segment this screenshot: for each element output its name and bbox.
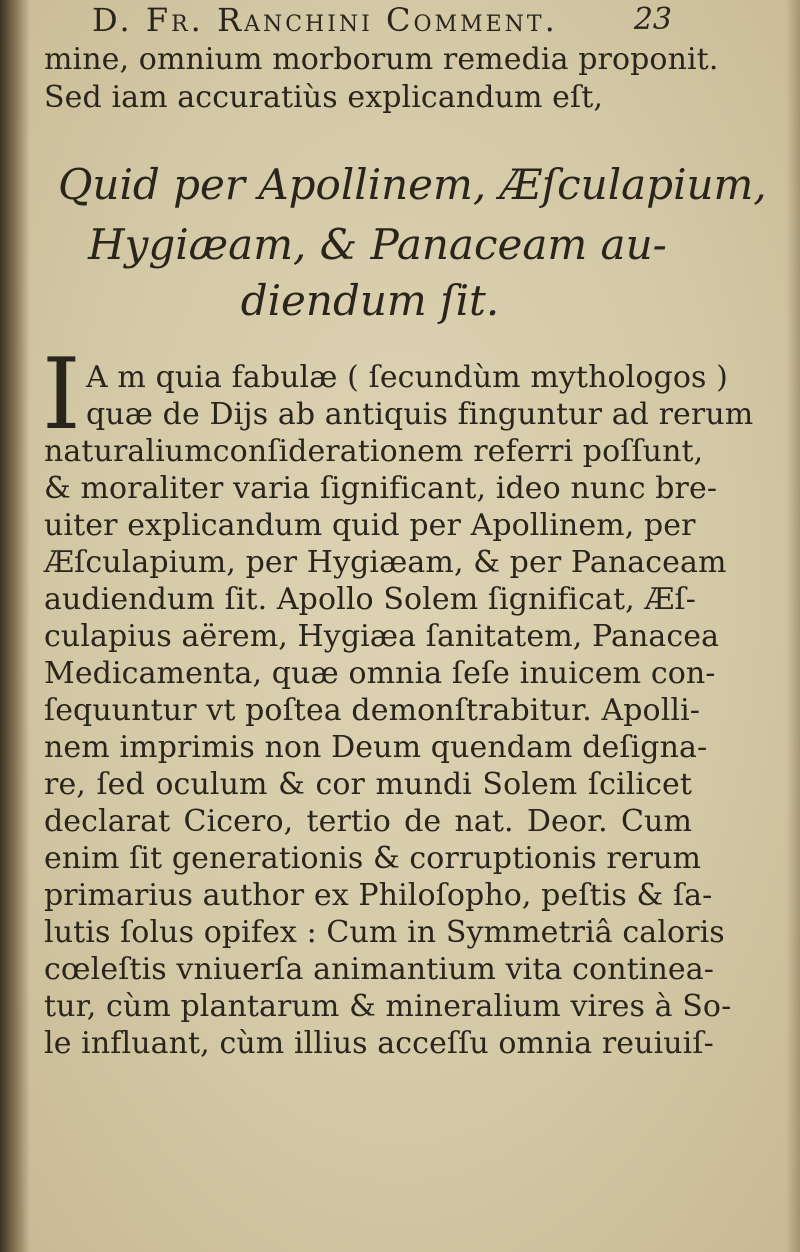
intro-line-2: Sed iam accuratiùs explicandum eſt, xyxy=(44,80,603,115)
running-head: D. Fr. Ranchini Comment. xyxy=(92,1,558,39)
body-line: declarat Cicero, tertio de nat. Deor. Cum xyxy=(44,804,692,839)
section-title-line-3: diendum ſit. xyxy=(240,276,500,325)
spine-shadow xyxy=(0,0,30,1252)
body-line: lutis ſolus opifex : Cum in Symmetriâ caloris xyxy=(44,915,725,950)
page-number: 23 xyxy=(633,2,672,37)
body-line: enim ſit generationis & corruptionis rerum xyxy=(44,841,702,876)
body-line: Æſculapium, per Hygiæam, & per Panaceam xyxy=(44,545,727,580)
page-edge-shadow xyxy=(786,0,800,1252)
intro-line-1: mine, omnium morborum remedia proponit. xyxy=(44,42,719,77)
body-line: A m quia fabulæ ( ſecundùm mythologos ) xyxy=(86,360,728,395)
body-line: le influant, cùm illius acceſſu omnia reuiuiſ- xyxy=(44,1026,714,1061)
body-line: audiendum ſit. Apollo Solem ſignificat, Æſ- xyxy=(44,582,696,617)
body-line: nem imprimis non Deum quendam deſigna- xyxy=(44,730,708,765)
body-line: re, ſed oculum & cor mundi Solem ſcilicet xyxy=(44,767,692,802)
section-title-line-2: Hygiæam, & Panaceam au- xyxy=(88,220,667,269)
body-line: Medicamenta, quæ omnia ſeſe inuicem con- xyxy=(44,656,716,691)
body-line: cœleſtis vniuerſa animantium vita contineа- xyxy=(44,952,714,987)
body-line: ſequuntur vt poſtea demonſtrabitur. Apolli- xyxy=(44,693,701,728)
section-title-line-1: Quid per Apollinem, Æſculapium, xyxy=(58,160,767,209)
body-line: tur, cùm plantarum & mineralium vires à So- xyxy=(44,989,732,1024)
body-line: uiter explicandum quid per Apollinem, per xyxy=(44,508,696,543)
body-line: & moraliter varia ſignificant, ideo nunc bre- xyxy=(44,471,718,506)
drop-cap: I xyxy=(42,338,81,452)
body-line: culapius aërem, Hygiæa ſanitatem, Panacea xyxy=(44,619,720,654)
body-line: primarius author ex Philoſopho, peſtis & ſa- xyxy=(44,878,713,913)
body-line: naturaliumconſiderationem referri poſſunt, xyxy=(44,434,704,469)
body-line: quæ de Dijs ab antiquis finguntur ad rerum xyxy=(86,397,754,432)
